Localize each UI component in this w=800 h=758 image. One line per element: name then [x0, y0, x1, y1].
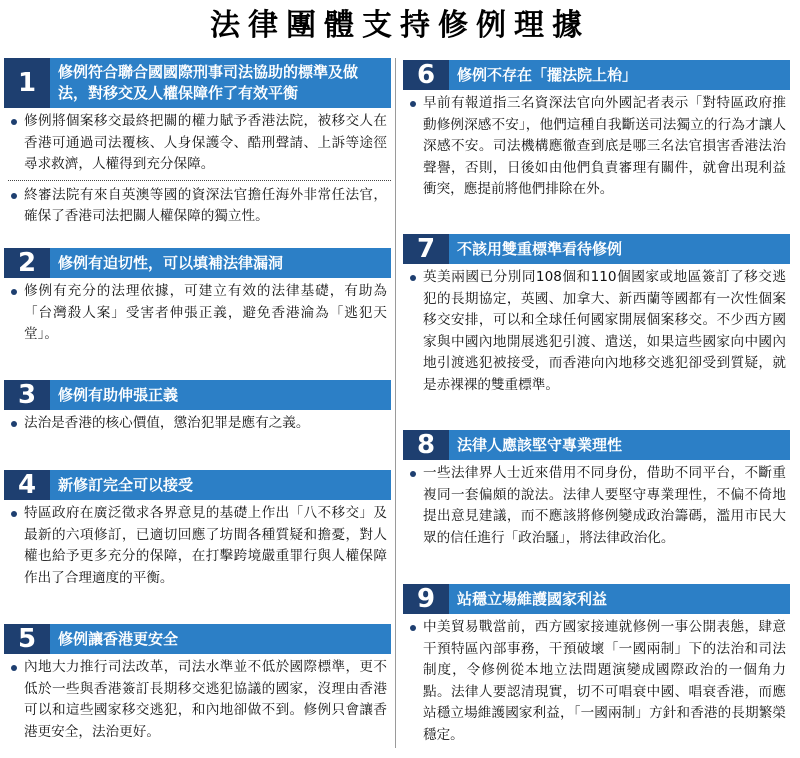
bullet-text: 特區政府在廣泛徵求各界意見的基礎上作出「八不移交」及最新的六項修訂，已適切回應了坊間各種質疑和擔憂，對人權也給予更多充分的保障，在打擊跨境嚴重罪行與人權保障作出了合理適度的平衡。 [4, 500, 391, 592]
bullet-text: 早前有報道指三名資深法官向外國記者表示「對特區政府推動修例深感不安」，他們這種自我斷送司法獨立的行為才讓人深感不安。司法機構應徹查到底是哪三名法官損害香港法治聲譽，否則，日後如由他們負責審理有關件，就會出現利益衝突，應提前將他們排除在外。 [403, 90, 790, 204]
section-number: 7 [403, 234, 449, 264]
dotted-separator [8, 180, 391, 181]
bullet-text: 內地大力推行司法改革，司法水準並不低於國際標準，更不低於一些與香港簽訂長期移交逃犯協議的國家，沒理由香港可以和這些國家移交逃犯，和內地卻做不到。修例只會讓香港更安全，法治更好。 [4, 654, 391, 746]
section-heading: 不該用雙重標準看待修例 [457, 239, 623, 258]
section-number: 8 [403, 430, 449, 460]
section-5 [4, 624, 391, 746]
section-number: 5 [4, 624, 50, 654]
bullet-text: 英美兩國已分別同108個和110個國家或地區簽訂了移交逃犯的長期協定，英國、加拿大、新西蘭等國都有一次性個案移交安排，可以和全球任何國家開展個案移交。不少西方國家與中國內地開展逃犯引渡、遣送，如果這些國家向中國內地引渡逃犯被接受，而香港向內地移交逃犯卻受到質疑，就是赤裸裸的雙重標準。 [403, 264, 790, 399]
section-2 [4, 248, 391, 349]
section-number: 4 [4, 470, 50, 500]
bullet-text: 一些法律界人士近來借用不同身份，借助不同平台，不斷重複同一套偏頗的說法。法律人要堅守專業理性，不偏不倚地提出意見建議，而不應該將修例變成政治籌碼，濫用市民大眾的信任進行「政治騷」，將法律政治化。 [403, 460, 790, 552]
section-1 [4, 58, 391, 231]
section-heading: 修例讓香港更安全 [58, 629, 179, 648]
bullet-text: 終審法院有來自英澳等國的資深法官擔任海外非常任法官，確保了香港司法把關人權保障的獨立性。 [4, 182, 391, 231]
section-heading: 修例有助伸張正義 [58, 385, 179, 404]
section-number: 6 [403, 60, 449, 90]
bullet-text: 法治是香港的核心價值，懲治犯罪是應有之義。 [4, 410, 391, 438]
section-8 [403, 430, 790, 552]
section-7 [403, 234, 790, 399]
section-number: 3 [4, 380, 50, 410]
section-heading: 新修訂完全可以接受 [58, 475, 194, 494]
section-header [4, 58, 391, 108]
section-header [4, 470, 391, 500]
bullet-text: 修例有充分的法理依據，可建立有效的法律基礎，有助為「台灣殺人案」受害者伸張正義，避免香港淪為「逃犯天堂」。 [4, 278, 391, 349]
section-number: 1 [4, 58, 50, 108]
section-heading: 修例不存在「擺法院上枱」 [457, 65, 638, 84]
section-header [4, 380, 391, 410]
section-header [403, 234, 790, 264]
bullet-text: 修例將個案移交最終把關的權力賦予香港法院，被移交人在香港可通過司法覆核、人身保護令、酷刑聲請、上訴等途徑尋求救濟，人權得到充分保障。 [4, 108, 391, 179]
section-heading: 修例符合聯合國國際刑事司法協助的標準及做法，對移交及人權保障作了有效平衡 [58, 63, 359, 102]
section-header [4, 248, 391, 278]
section-number: 9 [403, 584, 449, 614]
section-header [403, 584, 790, 614]
section-header [403, 60, 790, 90]
bullet-text: 中美貿易戰當前，西方國家接連就修例一事公開表態，肆意干預特區內部事務，干預破壞「一國兩制」下的法治和司法制度，令修例從本地立法問題演變成國際政治的一個角力點。法律人要認清現實，切不可唱衰中國、唱衰香港，而應站穩立場維護國家利益，「一國兩制」方針和香港的長期繁榮穩定。 [403, 614, 790, 749]
page-title: 法律團體支持修例理據 [210, 8, 590, 43]
section-number: 2 [4, 248, 50, 278]
section-header [4, 624, 391, 654]
section-heading: 修例有迫切性，可以填補法律漏洞 [58, 253, 284, 272]
section-6 [403, 60, 790, 204]
section-3 [4, 380, 391, 438]
section-heading: 法律人應該堅守專業理性 [457, 435, 623, 454]
section-4 [4, 470, 391, 592]
section-header [403, 430, 790, 460]
column-divider [395, 58, 396, 748]
section-heading: 站穩立場維護國家利益 [457, 589, 608, 608]
section-9 [403, 584, 790, 749]
